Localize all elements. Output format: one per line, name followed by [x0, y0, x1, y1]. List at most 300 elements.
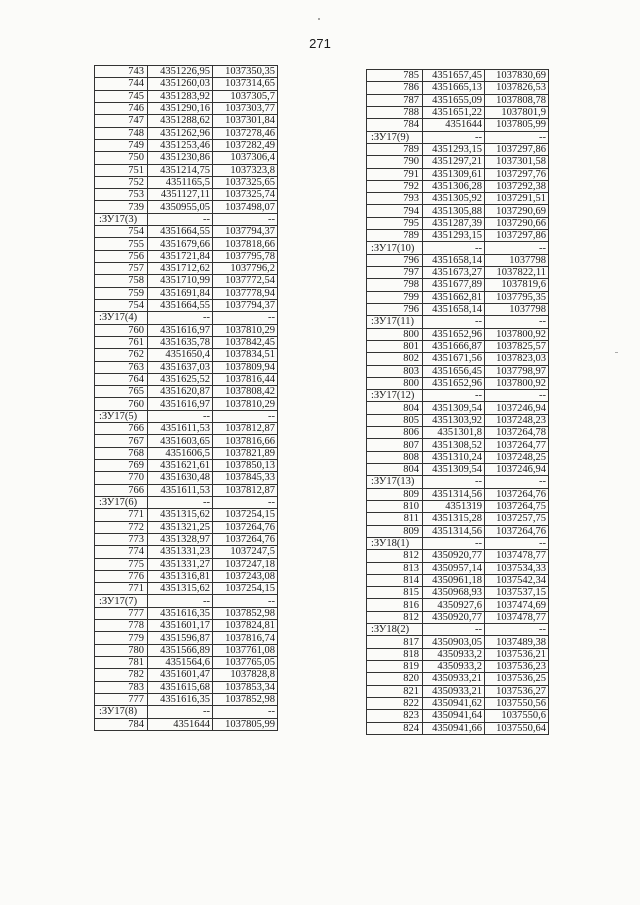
- point-number-cell: 746: [95, 102, 148, 114]
- point-number-cell: 789: [367, 143, 423, 155]
- x-coordinate-cell: 4350903,05: [423, 636, 485, 648]
- section-header-row: [367, 476, 549, 488]
- table-row: [95, 66, 278, 78]
- x-coordinate-cell: 4350927,6: [423, 599, 485, 611]
- x-coordinate-cell: 4351321,25: [148, 521, 213, 533]
- y-coordinate-cell: 1037818,66: [213, 238, 278, 250]
- x-coordinate-cell: 4351616,35: [148, 607, 213, 619]
- table-row: [95, 373, 278, 385]
- x-coordinate-cell: 4350933,21: [423, 685, 485, 697]
- x-coordinate-cell: 4351665,13: [423, 82, 485, 94]
- point-number-cell: 820: [367, 673, 423, 685]
- y-coordinate-cell: 1037798: [485, 254, 549, 266]
- y-coordinate-cell: 1037823,03: [485, 353, 549, 365]
- section-header-row: [95, 706, 278, 718]
- x-coordinate-cell: 4351710,99: [148, 275, 213, 287]
- y-coordinate-cell: --: [213, 312, 278, 324]
- x-coordinate-cell: 4351319: [423, 500, 485, 512]
- section-header-row: [367, 537, 549, 549]
- table-row: [367, 574, 549, 586]
- y-coordinate-cell: 1037534,33: [485, 562, 549, 574]
- table-row: [95, 460, 278, 472]
- x-coordinate-cell: 4351293,15: [423, 143, 485, 155]
- point-number-cell: 817: [367, 636, 423, 648]
- x-coordinate-cell: 4351596,87: [148, 632, 213, 644]
- table-row: [95, 349, 278, 361]
- x-coordinate-cell: 4351677,89: [423, 279, 485, 291]
- point-number-cell: 802: [367, 353, 423, 365]
- y-coordinate-cell: 1037772,54: [213, 275, 278, 287]
- table-row: [367, 673, 549, 685]
- point-number-cell: 756: [95, 250, 148, 262]
- table-row: [367, 193, 549, 205]
- section-label-cell: :ЗУ17(12): [367, 390, 423, 402]
- section-header-row: [95, 496, 278, 508]
- table-row: [95, 226, 278, 238]
- x-coordinate-cell: --: [423, 242, 485, 254]
- x-coordinate-cell: --: [148, 213, 213, 225]
- y-coordinate-cell: 1037305,7: [213, 90, 278, 102]
- point-number-cell: 749: [95, 139, 148, 151]
- table-row: [367, 156, 549, 168]
- y-coordinate-cell: 1037765,05: [213, 657, 278, 669]
- x-coordinate-cell: 4351314,56: [423, 525, 485, 537]
- section-header-row: [367, 131, 549, 143]
- x-coordinate-cell: 4351308,52: [423, 439, 485, 451]
- table-row: [367, 106, 549, 118]
- point-number-cell: 824: [367, 722, 423, 734]
- table-row: [367, 550, 549, 562]
- y-coordinate-cell: 1037264,76: [213, 533, 278, 545]
- x-coordinate-cell: 4351315,62: [148, 583, 213, 595]
- point-number-cell: 761: [95, 336, 148, 348]
- section-header-row: [95, 410, 278, 422]
- table-row: [367, 353, 549, 365]
- x-coordinate-cell: 4351288,62: [148, 115, 213, 127]
- point-number-cell: 803: [367, 365, 423, 377]
- section-label-cell: :ЗУ18(2): [367, 624, 423, 636]
- y-coordinate-cell: 1037795,78: [213, 250, 278, 262]
- table-row: [367, 402, 549, 414]
- table-row: [367, 254, 549, 266]
- section-label-cell: :ЗУ17(7): [95, 595, 148, 607]
- x-coordinate-cell: 4351671,56: [423, 353, 485, 365]
- point-number-cell: 754: [95, 226, 148, 238]
- y-coordinate-cell: 1037291,51: [485, 193, 549, 205]
- x-coordinate-cell: 4351309,61: [423, 168, 485, 180]
- x-coordinate-cell: 4351652,96: [423, 328, 485, 340]
- point-number-cell: 760: [95, 398, 148, 410]
- point-number-cell: 806: [367, 427, 423, 439]
- x-coordinate-cell: 4351606,5: [148, 447, 213, 459]
- y-coordinate-cell: 1037800,92: [485, 328, 549, 340]
- point-number-cell: 812: [367, 550, 423, 562]
- y-coordinate-cell: 1037810,29: [213, 398, 278, 410]
- y-coordinate-cell: 1037246,94: [485, 402, 549, 414]
- point-number-cell: 771: [95, 583, 148, 595]
- point-number-cell: 748: [95, 127, 148, 139]
- point-number-cell: 752: [95, 176, 148, 188]
- y-coordinate-cell: 1037264,78: [485, 427, 549, 439]
- y-coordinate-cell: 1037264,76: [485, 488, 549, 500]
- section-header-row: [95, 595, 278, 607]
- point-number-cell: 780: [95, 644, 148, 656]
- point-number-cell: 797: [367, 267, 423, 279]
- y-coordinate-cell: 1037297,86: [485, 143, 549, 155]
- point-number-cell: 799: [367, 291, 423, 303]
- point-number-cell: 755: [95, 238, 148, 250]
- table-row: [367, 427, 549, 439]
- y-coordinate-cell: 1037809,94: [213, 361, 278, 373]
- point-number-cell: 775: [95, 558, 148, 570]
- point-number-cell: 815: [367, 587, 423, 599]
- section-label-cell: :ЗУ17(5): [95, 410, 148, 422]
- y-coordinate-cell: 1037257,75: [485, 513, 549, 525]
- x-coordinate-cell: --: [148, 595, 213, 607]
- y-coordinate-cell: 1037323,8: [213, 164, 278, 176]
- point-number-cell: 788: [367, 106, 423, 118]
- point-number-cell: 759: [95, 287, 148, 299]
- x-coordinate-cell: 4351297,21: [423, 156, 485, 168]
- y-coordinate-cell: --: [485, 624, 549, 636]
- table-row: [367, 722, 549, 734]
- point-number-cell: 747: [95, 115, 148, 127]
- y-coordinate-cell: 1037821,89: [213, 447, 278, 459]
- section-label-cell: :ЗУ17(10): [367, 242, 423, 254]
- table-row: [367, 279, 549, 291]
- x-coordinate-cell: 4351691,84: [148, 287, 213, 299]
- y-coordinate-cell: 1037498,07: [213, 201, 278, 213]
- section-label-cell: :ЗУ17(9): [367, 131, 423, 143]
- table-row: [95, 681, 278, 693]
- point-number-cell: 765: [95, 386, 148, 398]
- point-number-cell: 796: [367, 254, 423, 266]
- y-coordinate-cell: 1037243,08: [213, 570, 278, 582]
- table-row: [95, 435, 278, 447]
- y-coordinate-cell: --: [485, 476, 549, 488]
- table-row: [95, 250, 278, 262]
- y-coordinate-cell: 1037795,35: [485, 291, 549, 303]
- x-coordinate-cell: 4351226,95: [148, 66, 213, 78]
- table-row: [95, 127, 278, 139]
- x-coordinate-cell: 4350968,93: [423, 587, 485, 599]
- y-coordinate-cell: 1037246,94: [485, 464, 549, 476]
- y-coordinate-cell: 1037550,56: [485, 697, 549, 709]
- point-number-cell: 760: [95, 324, 148, 336]
- y-coordinate-cell: 1037314,65: [213, 78, 278, 90]
- y-coordinate-cell: 1037474,69: [485, 599, 549, 611]
- table-row: [367, 648, 549, 660]
- y-coordinate-cell: 1037810,29: [213, 324, 278, 336]
- y-coordinate-cell: 1037852,98: [213, 693, 278, 705]
- x-coordinate-cell: 4351616,97: [148, 398, 213, 410]
- point-number-cell: 810: [367, 500, 423, 512]
- point-number-cell: 804: [367, 464, 423, 476]
- point-number-cell: 753: [95, 189, 148, 201]
- x-coordinate-cell: 4351287,39: [423, 217, 485, 229]
- point-number-cell: 785: [367, 70, 423, 82]
- point-number-cell: 779: [95, 632, 148, 644]
- point-number-cell: 769: [95, 460, 148, 472]
- x-coordinate-cell: 4351655,09: [423, 94, 485, 106]
- table-row: [367, 587, 549, 599]
- point-number-cell: 754: [95, 299, 148, 311]
- x-coordinate-cell: --: [148, 706, 213, 718]
- x-coordinate-cell: 4351620,87: [148, 386, 213, 398]
- y-coordinate-cell: 1037290,66: [485, 217, 549, 229]
- y-coordinate-cell: 1037489,38: [485, 636, 549, 648]
- table-row: [95, 139, 278, 151]
- point-number-cell: 793: [367, 193, 423, 205]
- y-coordinate-cell: 1037845,33: [213, 472, 278, 484]
- section-label-cell: :ЗУ17(13): [367, 476, 423, 488]
- point-number-cell: 784: [367, 119, 423, 131]
- y-coordinate-cell: 1037852,98: [213, 607, 278, 619]
- y-coordinate-cell: 1037853,34: [213, 681, 278, 693]
- point-number-cell: 791: [367, 168, 423, 180]
- x-coordinate-cell: 4351721,84: [148, 250, 213, 262]
- table-row: [95, 669, 278, 681]
- table-row: [367, 685, 549, 697]
- x-coordinate-cell: 4351615,68: [148, 681, 213, 693]
- y-coordinate-cell: 1037292,38: [485, 180, 549, 192]
- point-number-cell: 751: [95, 164, 148, 176]
- section-header-row: [367, 390, 549, 402]
- point-number-cell: 818: [367, 648, 423, 660]
- point-number-cell: 800: [367, 328, 423, 340]
- point-number-cell: 777: [95, 693, 148, 705]
- x-coordinate-cell: 4351290,16: [148, 102, 213, 114]
- section-header-row: [367, 316, 549, 328]
- table-row: [95, 558, 278, 570]
- y-coordinate-cell: 1037297,76: [485, 168, 549, 180]
- table-row: [367, 636, 549, 648]
- table-row: [95, 361, 278, 373]
- x-coordinate-cell: 4351673,27: [423, 267, 485, 279]
- table-row: [367, 451, 549, 463]
- x-coordinate-cell: 4350955,05: [148, 201, 213, 213]
- point-number-cell: 816: [367, 599, 423, 611]
- table-row: [367, 525, 549, 537]
- table-row: [367, 340, 549, 352]
- y-coordinate-cell: 1037264,77: [485, 439, 549, 451]
- x-coordinate-cell: 4351656,45: [423, 365, 485, 377]
- x-coordinate-cell: 4351601,17: [148, 620, 213, 632]
- y-coordinate-cell: 1037301,58: [485, 156, 549, 168]
- table-row: [95, 90, 278, 102]
- y-coordinate-cell: 1037282,49: [213, 139, 278, 151]
- coordinates-table-left: [94, 65, 278, 731]
- point-number-cell: 814: [367, 574, 423, 586]
- table-row: [367, 599, 549, 611]
- table-row: [95, 336, 278, 348]
- table-row: [367, 697, 549, 709]
- y-coordinate-cell: 1037822,11: [485, 267, 549, 279]
- y-coordinate-cell: 1037537,15: [485, 587, 549, 599]
- point-number-cell: 750: [95, 152, 148, 164]
- x-coordinate-cell: 4351328,97: [148, 533, 213, 545]
- point-number-cell: 764: [95, 373, 148, 385]
- point-number-cell: 796: [367, 303, 423, 315]
- point-number-cell: 739: [95, 201, 148, 213]
- point-number-cell: 763: [95, 361, 148, 373]
- y-coordinate-cell: 1037826,53: [485, 82, 549, 94]
- x-coordinate-cell: --: [423, 624, 485, 636]
- y-coordinate-cell: 1037478,77: [485, 611, 549, 623]
- x-coordinate-cell: 4351616,35: [148, 693, 213, 705]
- y-coordinate-cell: 1037550,6: [485, 710, 549, 722]
- x-coordinate-cell: --: [423, 390, 485, 402]
- point-number-cell: 811: [367, 513, 423, 525]
- y-coordinate-cell: 1037536,23: [485, 661, 549, 673]
- y-coordinate-cell: 1037798,97: [485, 365, 549, 377]
- table-row: [367, 70, 549, 82]
- table-row: [95, 176, 278, 188]
- table-row: [367, 500, 549, 512]
- table-row: [367, 488, 549, 500]
- y-coordinate-cell: 1037542,34: [485, 574, 549, 586]
- point-number-cell: 801: [367, 340, 423, 352]
- table-row: [367, 464, 549, 476]
- section-label-cell: :ЗУ17(3): [95, 213, 148, 225]
- x-coordinate-cell: 4351603,65: [148, 435, 213, 447]
- table-row: [95, 533, 278, 545]
- point-number-cell: 822: [367, 697, 423, 709]
- y-coordinate-cell: 1037248,23: [485, 414, 549, 426]
- table-row: [95, 78, 278, 90]
- y-coordinate-cell: --: [485, 316, 549, 328]
- point-number-cell: 798: [367, 279, 423, 291]
- table-row: [95, 238, 278, 250]
- x-coordinate-cell: 4350933,2: [423, 648, 485, 660]
- x-coordinate-cell: 4351316,81: [148, 570, 213, 582]
- table-row: [367, 180, 549, 192]
- table-row: [95, 570, 278, 582]
- y-coordinate-cell: 1037816,66: [213, 435, 278, 447]
- y-coordinate-cell: 1037828,8: [213, 669, 278, 681]
- x-coordinate-cell: 4351662,81: [423, 291, 485, 303]
- x-coordinate-cell: 4350933,21: [423, 673, 485, 685]
- table-row: [367, 513, 549, 525]
- x-coordinate-cell: 4351651,22: [423, 106, 485, 118]
- x-coordinate-cell: 4351657,45: [423, 70, 485, 82]
- table-row: [95, 620, 278, 632]
- x-coordinate-cell: 4351564,6: [148, 657, 213, 669]
- table-row: [367, 562, 549, 574]
- x-coordinate-cell: --: [148, 312, 213, 324]
- x-coordinate-cell: --: [423, 316, 485, 328]
- y-coordinate-cell: 1037297,86: [485, 230, 549, 242]
- x-coordinate-cell: 4351664,55: [148, 299, 213, 311]
- y-coordinate-cell: 1037796,2: [213, 263, 278, 275]
- point-number-cell: 770: [95, 472, 148, 484]
- x-coordinate-cell: 4351616,97: [148, 324, 213, 336]
- section-header-row: [367, 242, 549, 254]
- table-row: [367, 611, 549, 623]
- point-number-cell: 783: [95, 681, 148, 693]
- x-coordinate-cell: --: [148, 410, 213, 422]
- x-coordinate-cell: 4351601,47: [148, 669, 213, 681]
- section-label-cell: :ЗУ17(11): [367, 316, 423, 328]
- y-coordinate-cell: 1037805,99: [485, 119, 549, 131]
- x-coordinate-cell: 4351331,23: [148, 546, 213, 558]
- point-number-cell: 787: [367, 94, 423, 106]
- point-number-cell: 819: [367, 661, 423, 673]
- point-number-cell: 758: [95, 275, 148, 287]
- point-number-cell: 808: [367, 451, 423, 463]
- point-number-cell: 809: [367, 525, 423, 537]
- y-coordinate-cell: 1037816,74: [213, 632, 278, 644]
- y-coordinate-cell: 1037808,42: [213, 386, 278, 398]
- y-coordinate-cell: --: [485, 390, 549, 402]
- point-number-cell: 773: [95, 533, 148, 545]
- y-coordinate-cell: --: [213, 213, 278, 225]
- x-coordinate-cell: 4350920,77: [423, 611, 485, 623]
- x-coordinate-cell: --: [423, 131, 485, 143]
- y-coordinate-cell: 1037808,78: [485, 94, 549, 106]
- x-coordinate-cell: 4351305,88: [423, 205, 485, 217]
- point-number-cell: 757: [95, 263, 148, 275]
- y-coordinate-cell: 1037816,44: [213, 373, 278, 385]
- point-number-cell: 743: [95, 66, 148, 78]
- point-number-cell: 804: [367, 402, 423, 414]
- table-row: [95, 521, 278, 533]
- point-number-cell: 781: [95, 657, 148, 669]
- x-coordinate-cell: 4351644: [423, 119, 485, 131]
- y-coordinate-cell: 1037812,87: [213, 423, 278, 435]
- y-coordinate-cell: 1037550,64: [485, 722, 549, 734]
- x-coordinate-cell: 4351309,54: [423, 464, 485, 476]
- point-number-cell: 809: [367, 488, 423, 500]
- table-row: [367, 119, 549, 131]
- y-coordinate-cell: 1037798: [485, 303, 549, 315]
- point-number-cell: 782: [95, 669, 148, 681]
- point-number-cell: 805: [367, 414, 423, 426]
- x-coordinate-cell: 4351637,03: [148, 361, 213, 373]
- x-coordinate-cell: 4351315,62: [148, 509, 213, 521]
- x-coordinate-cell: 4351635,78: [148, 336, 213, 348]
- point-number-cell: 762: [95, 349, 148, 361]
- table-row: [95, 164, 278, 176]
- table-row: [95, 607, 278, 619]
- x-coordinate-cell: 4351310,24: [423, 451, 485, 463]
- x-coordinate-cell: 4351230,86: [148, 152, 213, 164]
- table-row: [95, 398, 278, 410]
- x-coordinate-cell: 4351262,96: [148, 127, 213, 139]
- point-number-cell: 745: [95, 90, 148, 102]
- y-coordinate-cell: 1037834,51: [213, 349, 278, 361]
- y-coordinate-cell: 1037761,08: [213, 644, 278, 656]
- table-row: [367, 439, 549, 451]
- table-row: [95, 484, 278, 496]
- point-number-cell: 812: [367, 611, 423, 623]
- table-row: [95, 423, 278, 435]
- y-coordinate-cell: 1037247,5: [213, 546, 278, 558]
- y-coordinate-cell: --: [213, 410, 278, 422]
- x-coordinate-cell: 4350957,14: [423, 562, 485, 574]
- x-coordinate-cell: 4350941,62: [423, 697, 485, 709]
- y-coordinate-cell: 1037290,69: [485, 205, 549, 217]
- point-number-cell: 786: [367, 82, 423, 94]
- table-row: [367, 94, 549, 106]
- y-coordinate-cell: 1037812,87: [213, 484, 278, 496]
- table-row: [95, 693, 278, 705]
- y-coordinate-cell: 1037301,84: [213, 115, 278, 127]
- x-coordinate-cell: 4351650,4: [148, 349, 213, 361]
- table-row: [367, 82, 549, 94]
- x-coordinate-cell: 4351127,11: [148, 189, 213, 201]
- table-row: [95, 447, 278, 459]
